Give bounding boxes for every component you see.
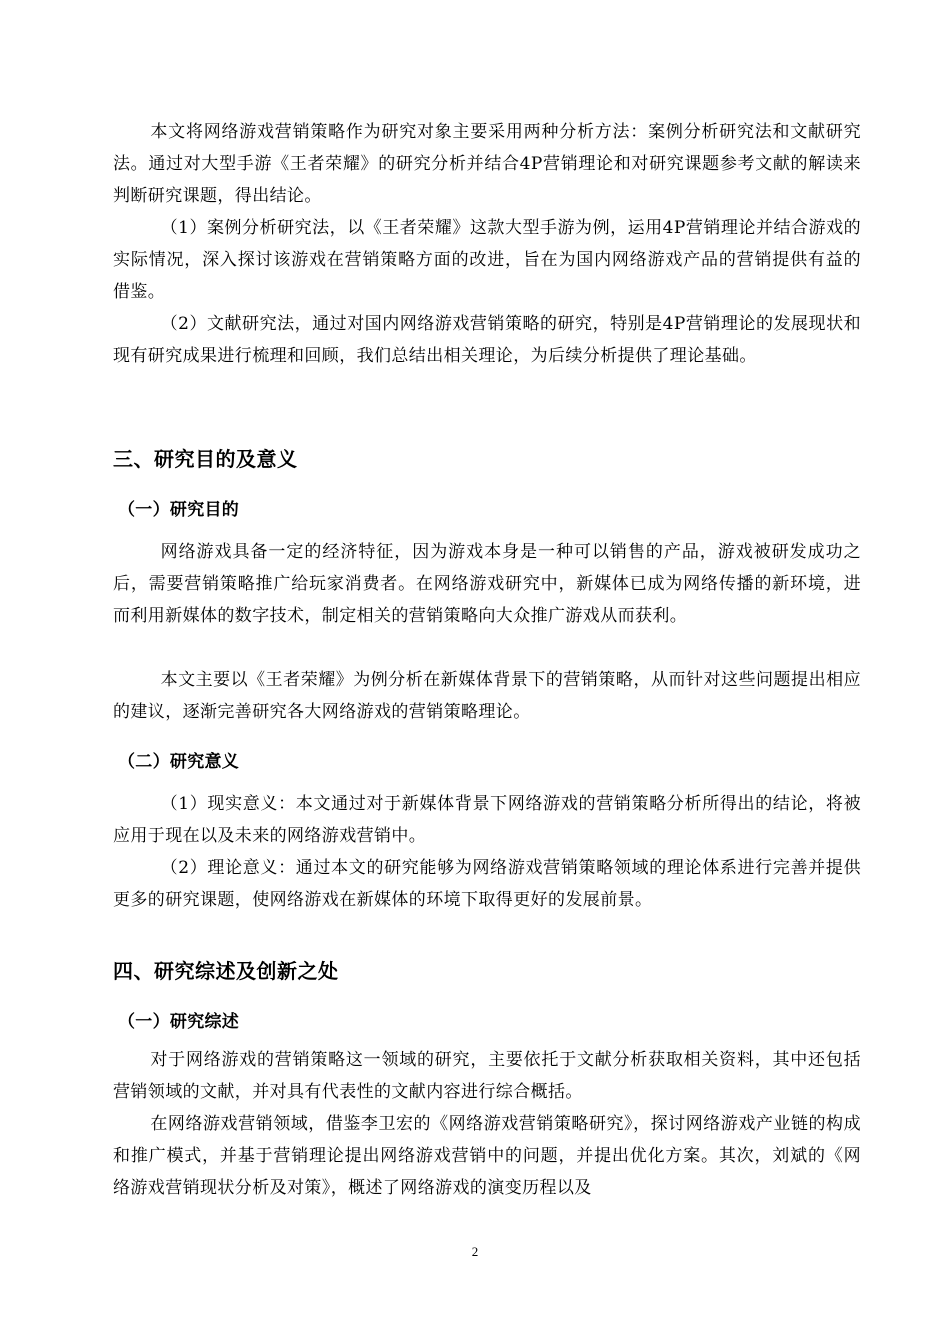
paragraph-review-2: 在网络游戏营销领域，借鉴李卫宏的《网络游戏营销策略研究》，探讨网络游戏产业链的构成和推广模式，并基于营销理论提出网络游戏营销中的问题，并提出优化方案。其次，刘斌的《网络游戏营销现状分析及对策》，概述了网络游戏的演变历程以及 xyxy=(113,1114,861,1198)
paragraph-case-analysis: （1）案例分析研究法，以《王者荣耀》这款大型手游为例，运用4P营销理论并结合游戏的实际情况，深入探讨该游戏在营销策略方面的改进，旨在为国内网络游戏产品的营销提供有益的借鉴。 xyxy=(113,218,861,302)
subheading-research-purpose: （一）研究目的 xyxy=(118,500,240,520)
page-number: 2 xyxy=(471,1244,479,1259)
paragraph-practical-significance: （1）现实意义：本文通过对于新媒体背景下网络游戏的营销策略分析所得出的结论，将被应用于现在以及未来的网络游戏营销中。 xyxy=(113,794,861,846)
paragraph-theoretical-significance: （2）理论意义：通过本文的研究能够为网络游戏营销策略领域的理论体系进行完善并提供更多的研究课题，使网络游戏在新媒体的环境下取得更好的发展前景。 xyxy=(113,858,861,910)
paragraph-methods-intro: 本文将网络游戏营销策略作为研究对象主要采用两种分析方法：案例分析研究法和文献研究法。通过对大型手游《王者荣耀》的研究分析并结合4P营销理论和对研究课题参考文献的解读来判断研究课题，得出结论。 xyxy=(113,122,861,206)
subheading-research-review: （一）研究综述 xyxy=(118,1012,240,1032)
paragraph-review-1: 对于网络游戏的营销策略这一领域的研究，主要依托于文献分析获取相关资料，其中还包括营销领域的文献，并对具有代表性的文献内容进行综合概括。 xyxy=(113,1050,861,1102)
subheading-research-significance: （二）研究意义 xyxy=(118,752,240,772)
paragraph-literature-research: （2）文献研究法，通过对国内网络游戏营销策略的研究，特别是4P营销理论的发展现状和现有研究成果进行梳理和回顾，我们总结出相关理论，为后续分析提供了理论基础。 xyxy=(113,314,861,366)
section-heading-purpose-significance: 三、研究目的及意义 xyxy=(113,447,298,471)
section-heading-review-innovation: 四、研究综述及创新之处 xyxy=(113,959,339,983)
paragraph-purpose-2: 本文主要以《王者荣耀》为例分析在新媒体背景下的营销策略，从而针对这些问题提出相应的建议，逐渐完善研究各大网络游戏的营销策略理论。 xyxy=(113,670,861,722)
paragraph-purpose-1: 网络游戏具备一定的经济特征，因为游戏本身是一种可以销售的产品，游戏被研发成功之后，需要营销策略推广给玩家消费者。在网络游戏研究中，新媒体已成为网络传播的新环境，进而利用新媒体的数字技术，制定相关的营销策略向大众推广游戏从而获利。 xyxy=(113,542,861,626)
